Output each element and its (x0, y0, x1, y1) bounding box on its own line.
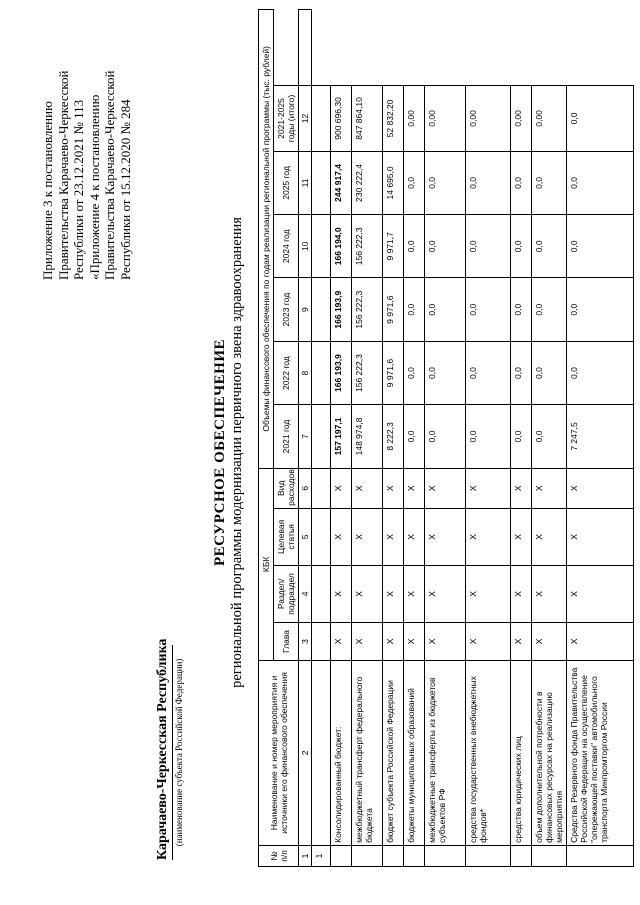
annex-line: Республики от 15.12.2020 № 284 (117, 99, 133, 280)
value-cell: 0,0 (425, 215, 466, 278)
kbk-cell: Х (331, 468, 352, 508)
value-cell: 0,0 (567, 151, 634, 214)
value-cell: 9 971,7 (383, 215, 404, 278)
kbk-cell: Х (425, 508, 466, 565)
kbk-cell: Х (383, 468, 404, 508)
value-cell: 0,00 (425, 86, 466, 152)
annex-note (40, 10, 133, 280)
value-cell: 0,0 (404, 215, 425, 278)
col-number: 6 (299, 468, 312, 508)
kbk-cell: Х (383, 622, 404, 660)
row-number (511, 845, 532, 866)
value-cell: 9 971,6 (383, 341, 404, 404)
value-cell: 847 864,10 (352, 86, 383, 152)
value-cell: 0,0 (511, 341, 532, 404)
col-header-2025: 2025 год (274, 151, 299, 214)
value-cell: 0,0 (425, 278, 466, 341)
row-label: Средства Резервного фонда Правительства Российской Федерации на осуществление "опережающей поставки" автомобильного транспорта Минпромторгом России (567, 660, 634, 845)
kbk-cell: Х (425, 468, 466, 508)
kbk-cell: Х (331, 622, 352, 660)
value-cell: 166 194,0 (331, 215, 352, 278)
col-header-no: № п/п (259, 845, 299, 866)
kbk-cell: Х (466, 565, 511, 622)
value-cell: 7 247,5 (567, 405, 634, 468)
kbk-cell: Х (352, 468, 383, 508)
value-cell: 230 222,4 (352, 151, 383, 214)
col-number: 10 (299, 215, 312, 278)
col-header-vid: Вид расходов (274, 468, 299, 508)
value-cell: 0,0 (466, 215, 511, 278)
annex-line: «Приложение 4 к постановлению (86, 94, 102, 280)
kbk-cell: Х (511, 508, 532, 565)
value-cell (312, 86, 331, 152)
value-cell: 0,0 (511, 151, 532, 214)
value-cell: 156 222,3 (352, 341, 383, 404)
row-label: объем дополнительной потребности в финансовых ресурсах на реализацию мероприятия (532, 660, 567, 845)
kbk-cell: Х (425, 565, 466, 622)
value-cell: 0,0 (404, 278, 425, 341)
row-label: средства государственных внебюджетных фондов* (466, 660, 511, 845)
row-label: межбюджетные трансферты из бюджетов субъектов РФ (425, 660, 466, 845)
kbk-cell: Х (511, 622, 532, 660)
kbk-cell: Х (383, 565, 404, 622)
col-number: 7 (299, 405, 312, 468)
value-cell: 0,0 (466, 405, 511, 468)
table-body (312, 10, 634, 867)
row-number (383, 845, 404, 866)
table-row (312, 10, 331, 867)
col-number (299, 10, 312, 86)
value-cell: 0,0 (567, 215, 634, 278)
document-subtitle: региональной программы модернизации первичного звена здравоохранения (229, 217, 245, 688)
row-label: бюджеты муниципальных образований (404, 660, 425, 845)
value-cell: 52 832,20 (383, 86, 404, 152)
kbk-cell: Х (466, 508, 511, 565)
value-cell: 0,0 (404, 151, 425, 214)
value-cell: 0,0 (532, 341, 567, 404)
kbk-cell: Х (404, 622, 425, 660)
kbk-cell: Х (404, 565, 425, 622)
value-cell: 0,0 (404, 341, 425, 404)
kbk-cell: Х (466, 622, 511, 660)
col-number: 4 (299, 565, 312, 622)
value-cell (312, 278, 331, 341)
value-cell: 0,0 (425, 151, 466, 214)
value-cell: 0,0 (511, 405, 532, 468)
value-cell: 156 222,3 (352, 278, 383, 341)
value-cell: 0,0 (404, 405, 425, 468)
row-number (331, 845, 352, 866)
value-cell: 244 917,4 (331, 151, 352, 214)
value-cell: 156 222,3 (352, 215, 383, 278)
value-cell: 0,0 (466, 151, 511, 214)
value-cell: 166 193,9 (331, 278, 352, 341)
value-cell (312, 405, 331, 468)
table-row (466, 10, 511, 867)
value-cell (312, 341, 331, 404)
table-row (511, 10, 532, 867)
col-header-2021: 2021 год (274, 405, 299, 468)
col-header-razdel: Раздел/ подраздел (274, 565, 299, 622)
value-cell: 0,0 (532, 405, 567, 468)
value-cell: 0,0 (511, 278, 532, 341)
value-cell (312, 215, 331, 278)
kbk-cell: Х (532, 622, 567, 660)
row-label: бюджет субъекта Российской Федерации (383, 660, 404, 845)
kbk-cell: Х (532, 508, 567, 565)
table-row (425, 10, 466, 867)
annex-line: Республики от 23.12.2021 № 113 (71, 99, 86, 280)
value-cell: 9 971,6 (383, 278, 404, 341)
col-number: 2 (299, 660, 312, 845)
value-cell: 0,0 (532, 278, 567, 341)
value-cell: 8 222,3 (383, 405, 404, 468)
kbk-cell (312, 468, 331, 508)
kbk-cell: Х (532, 565, 567, 622)
kbk-cell: Х (352, 565, 383, 622)
kbk-cell (312, 622, 331, 660)
col-header-volumes: Объемы финансового обеспечения по годам реализации региональной программы (тыс. рублей) (259, 10, 274, 469)
kbk-cell: Х (567, 622, 634, 660)
col-number: 1 (299, 845, 312, 866)
annex-line: Правительства Карачаево-Черкесской (102, 70, 117, 280)
row-number (404, 845, 425, 866)
value-cell: 0,0 (567, 278, 634, 341)
row-label: межбюджетный трансферт федерального бюджета (352, 660, 383, 845)
table-row (331, 10, 352, 867)
row-number (466, 845, 511, 866)
table-row (404, 10, 425, 867)
col-header-2023: 2023 год (274, 278, 299, 341)
col-number: 11 (299, 151, 312, 214)
kbk-cell: Х (352, 622, 383, 660)
kbk-cell: Х (567, 468, 634, 508)
col-header-glava: Глава (274, 622, 299, 660)
col-header-kbk: КБК (259, 468, 274, 660)
value-cell: 166 193,9 (331, 341, 352, 404)
kbk-cell: Х (466, 468, 511, 508)
kbk-cell: Х (352, 508, 383, 565)
col-number: 8 (299, 341, 312, 404)
kbk-cell (312, 565, 331, 622)
col-header-2022: 2022 год (274, 341, 299, 404)
col-header-statya: Целевая статья (274, 508, 299, 565)
col-number: 9 (299, 278, 312, 341)
row-label: Консолидированный бюджет: (331, 660, 352, 845)
kbk-cell: Х (383, 508, 404, 565)
col-number: 3 (299, 622, 312, 660)
col-header-2024: 2024 год (274, 215, 299, 278)
value-cell: 0,0 (532, 151, 567, 214)
kbk-cell: Х (567, 565, 634, 622)
table-row (352, 10, 383, 867)
value-cell: 0,0 (466, 278, 511, 341)
value-cell: 0,0 (511, 215, 532, 278)
annex-line: Правительства Карачаево-Черкесской (55, 70, 71, 280)
value-cell: 0,00 (511, 86, 532, 152)
region-name: Карачаево-Черкесская Республика (155, 645, 173, 860)
value-cell (312, 151, 331, 214)
kbk-cell: Х (425, 622, 466, 660)
value-cell: 0,0 (425, 341, 466, 404)
table-row (532, 10, 567, 867)
value-cell: 157 197,1 (331, 405, 352, 468)
kbk-cell: Х (404, 508, 425, 565)
col-header-total: 2021-2025 годы (итого) (274, 86, 299, 152)
kbk-cell: Х (331, 565, 352, 622)
row-number (352, 845, 383, 866)
kbk-cell: Х (404, 468, 425, 508)
value-cell: 0,0 (567, 86, 634, 152)
value-cell: 0,0 (425, 405, 466, 468)
value-cell: 900 696,30 (331, 86, 352, 152)
kbk-cell: Х (511, 565, 532, 622)
region-block (155, 638, 184, 860)
kbk-cell: Х (511, 468, 532, 508)
document-title: РЕСУРСНОЕ ОБЕСПЕЧЕНИЕ (212, 338, 228, 567)
row-number (425, 845, 466, 866)
row-number (532, 845, 567, 866)
resource-table (258, 9, 634, 867)
row-label: средства юридических лиц (511, 660, 532, 845)
kbk-cell (312, 508, 331, 565)
value-cell: 0,0 (532, 215, 567, 278)
value-cell: 14 695,0 (383, 151, 404, 214)
row-number: 1 (312, 845, 331, 866)
col-number: 5 (299, 508, 312, 565)
table-row (567, 10, 634, 867)
row-label (312, 660, 331, 845)
kbk-cell: Х (567, 508, 634, 565)
row-number (567, 845, 634, 866)
kbk-cell: Х (532, 468, 567, 508)
value-cell: 148 974,8 (352, 405, 383, 468)
col-header-name: Наименование и номер мероприятия и источники его финансового обеспечения (259, 660, 299, 845)
kbk-cell: Х (331, 508, 352, 565)
value-cell: 0,0 (466, 341, 511, 404)
value-cell: 0,0 (567, 341, 634, 404)
annex-line: Приложение 3 к постановлению (40, 101, 55, 280)
value-cell: 0,00 (404, 86, 425, 152)
col-number: 12 (299, 86, 312, 152)
value-cell: 0,00 (532, 86, 567, 152)
region-hint: (наименование субъекта Российской Федерации) (174, 658, 184, 847)
table-row (383, 10, 404, 867)
value-cell: 0,00 (466, 86, 511, 152)
